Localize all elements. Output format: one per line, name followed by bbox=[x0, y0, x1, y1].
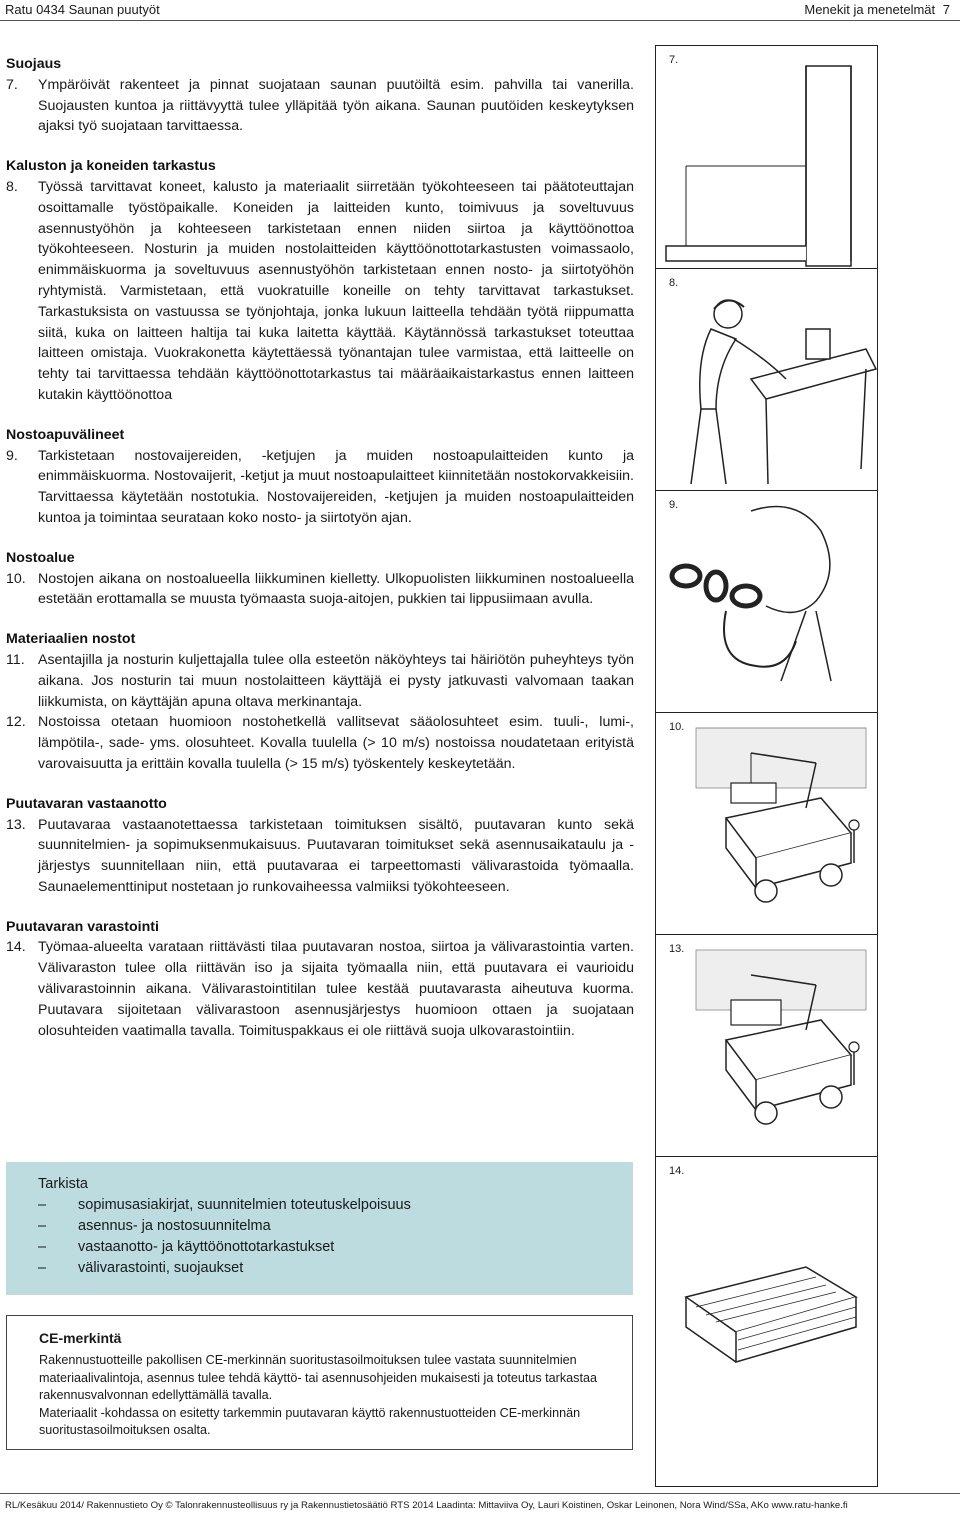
numbered-item bbox=[6, 75, 634, 137]
section-nostoalue bbox=[6, 548, 634, 610]
page-header bbox=[0, 0, 960, 20]
numbered-item bbox=[6, 650, 634, 712]
section-heading: Nostoapuvälineet bbox=[6, 426, 125, 443]
section-puutavaran-vastaanotto bbox=[6, 794, 634, 898]
item-text: Työmaa-alueelta varataan riittävästi tilaa puutavaran nostoa, siirtoa ja välivarastointia varten. Välivaraston tulee olla riittävän iso ja sijaita työmaalla niin, että puutavara ei vaurioidu välivarastoinnin aikana. Välivarastointitilan tulee kestää puutavarasta aiheutuva kuorma. Puutavara sijoitetaan välivarastoon asennusjärjestys huomioon ottaen ja suojataan olosuhteiden vaatimalla tavalla. Toimituspakkaus ei ole riittävä suoja ulkovarastointiin. bbox=[38, 939, 634, 1039]
figure-label: 10. bbox=[669, 721, 685, 733]
item-number: 10. bbox=[6, 570, 26, 587]
lifting-chain-hook-illustration bbox=[656, 491, 877, 713]
figure-label: 9. bbox=[669, 499, 679, 511]
footer-divider bbox=[0, 1493, 960, 1494]
figure-10 bbox=[656, 712, 877, 934]
header-right bbox=[800, 0, 950, 20]
item-text: Puutavaraa vastaanotettaessa tarkistetaan toimituksen sisältö, puutavaran kunto sekä suunnitelmien- ja sopimuksenmukaisuus. Puutavaran toimitukset sekä asennusaikataulu ja -järjestys suunnitellaan niin, että puutavaraa ei tarpeettomasti välivarastoida työmaalla. Saunaelementtiniput nostetaan jo runkovaiheessa valmiiksi työkohteeseen. bbox=[38, 816, 634, 895]
ce-paragraph: Rakennustuotteille pakollisen CE-merkinnän suoritustasoilmoituksen tulee vastata suunnitelmien materiaalivalintoja, asennus tulee tehdä käyttö- tai asennusohjeiden mukaisesti ja toteutus tarkastaa rakennusvalvonnan edellyttämällä tavalla. bbox=[39, 1353, 597, 1402]
main-text-column bbox=[6, 54, 634, 1041]
item-text: Ympäröivät rakenteet ja pinnat suojataan saunan puutöiltä esim. pahvilla tai vanerilla. Suojausten kuntoa ja riittävyyttä tulee ylläpitää työn aikana. Saunan puutöiden keskeytyksen ajaksi työ suojataan tarvittaessa. bbox=[38, 76, 634, 135]
item-number: 12. bbox=[6, 714, 26, 731]
numbered-item bbox=[6, 569, 634, 611]
section-heading: Kaluston ja koneiden tarkastus bbox=[6, 158, 216, 175]
section-materiaalien-nostot bbox=[6, 629, 634, 775]
item-number: 8. bbox=[6, 178, 18, 195]
item-number: 7. bbox=[6, 76, 18, 93]
figure-14 bbox=[656, 1156, 877, 1486]
section-puutavaran-varastointi bbox=[6, 917, 634, 1042]
checklist-title: Tarkista bbox=[38, 1176, 88, 1192]
figure-8 bbox=[656, 268, 877, 490]
item-text: Tarkistetaan nostovaijereiden, -ketjujen ja muiden nostoapulaitteiden kunto ja enimmäiskuorma. Nostovaijerit, -ketjut ja muut nostoapulaitteet kiinnitetään nostokorvakkeisiin. Tarvittaessa käytetään nostotukia. Nostovaijereiden, -ketjujen ja muiden nostoapulaitteiden kuntoa ja toimintaa seurataan koko nosto- ja siirtotyön ajan. bbox=[38, 447, 634, 526]
item-text: Nostoissa otetaan huomioon nostohetkellä vallitsevat sääolosuhteet esim. tuuli-, lumi-, lämpötila-, sade- yms. olosuhteet. Kovalla tuulella (> 10 m/s) nostoissa noudatetaan erityistä varovaisuutta ja erittäin kovalla tuulella (> 15 m/s) työskentely keskeytetään. bbox=[38, 714, 634, 772]
item-number: 13. bbox=[6, 816, 26, 833]
checklist-item: – välivarastointi, suojaukset bbox=[38, 1260, 244, 1276]
checklist-item: – asennus- ja nostosuunnitelma bbox=[38, 1218, 271, 1234]
ce-title: CE-merkintä bbox=[39, 1330, 122, 1346]
ce-paragraph: Materiaalit -kohdassa on esitetty tarkemmin puutavaran käyttö rakennustuotteiden CE-merkinnän suoritustasoilmoituksen osalta. bbox=[39, 1405, 581, 1437]
numbered-item bbox=[6, 937, 634, 1041]
section-heading: Suojaus bbox=[6, 56, 62, 72]
item-text: Nostojen aikana on nostoalueella liikkuminen kielletty. Ulkopuolisten liikkuminen nostoalueella estetään erottamalla se muusta työmaasta suoja-aitojen, pukkien tai lippusiimaan avulla. bbox=[38, 570, 634, 608]
figure-column bbox=[655, 45, 878, 1487]
checklist-item: – vastaanotto- ja käyttöönottotarkastukset bbox=[38, 1239, 335, 1255]
item-number: 11. bbox=[6, 651, 25, 668]
checklist-item: – sopimusasiakirjat, suunnitelmien toteutuskelpoisuus bbox=[38, 1197, 411, 1213]
figure-13 bbox=[656, 934, 877, 1156]
item-text: Työssä tarvittavat koneet, kalusto ja materiaalit siirretään työkohteeseen tai päätoteuttajan osoittamalle työstöpaikalle. Koneiden ja laitteiden kunto, toimivuus ja soveltuvuus asennustyöhön ja kohteeseen tarkistetaan ennen niiden siirtoa ja käyttöönottoa työkohteeseen. Nosturin ja muiden nostolaitteiden käyttöönottotarkastusten voimassaolo, enimmäiskuorma ja soveltuvuus asennustyöhön tarkistetaan ennen nosto- ja siirtotyöhön ryhtymistä. Varmistetaan, että vuokratuille koneille on tehty tarvittavat tarkastukset. Tarkastuksista on vastuussa se työnjohtaja, jonka lukuun laitteella tehdään työtä riippumatta siitä, kuka on laitteen haltija tai kuka laitetta käyttää. Käytännössä tarkastukset toteuttaa laitteen omistaja. Vuokrakonetta käytettäessä työnantajan tulee varmistaa, että laitteelle on tehty tai tarvittaessa tehdään käyttöönottotarkastus tai määräaikaistarkastus ennen laitteen kutakin käyttöönottoa bbox=[38, 178, 634, 403]
section-nostoapuvalineet bbox=[6, 425, 634, 529]
figure-label: 7. bbox=[669, 54, 679, 66]
checklist-list bbox=[38, 1195, 411, 1279]
numbered-item bbox=[6, 446, 634, 529]
section-title: Menekit ja menetelmät bbox=[804, 2, 936, 17]
item-number: 9. bbox=[6, 447, 18, 464]
figure-label: 8. bbox=[669, 277, 679, 289]
section-heading: Materiaalien nostot bbox=[6, 631, 136, 648]
header-divider bbox=[0, 20, 960, 21]
figure-9 bbox=[656, 490, 877, 712]
ce-body bbox=[39, 1352, 629, 1440]
checklist-box bbox=[6, 1162, 633, 1295]
wall-corner-protection-illustration bbox=[656, 46, 877, 268]
figure-label: 13. bbox=[669, 943, 685, 955]
section-heading: Nostoalue bbox=[6, 549, 75, 566]
worker-inspecting-equipment-illustration bbox=[656, 269, 877, 491]
section-suojaus bbox=[6, 54, 634, 137]
numbered-item bbox=[6, 815, 634, 898]
ce-marking-box bbox=[6, 1315, 633, 1450]
numbered-item bbox=[6, 712, 634, 774]
item-number: 14. bbox=[6, 939, 26, 956]
timber-delivery-truck-illustration bbox=[656, 935, 877, 1157]
item-text: Asentajilla ja nosturin kuljettajalla tulee olla esteetön näköyhteys tai häiriötön puheyhteys työn aikana. Jos nosturin tai muun nostolaitteen käyttäjä ei pysty jatkuvasti valvomaan taakan liikkumista, on käyttäjän apuna oltava merkinantaja. bbox=[38, 651, 634, 710]
figure-label: 14. bbox=[669, 1165, 685, 1177]
figure-7 bbox=[656, 46, 877, 268]
section-heading: Puutavaran varastointi bbox=[6, 918, 159, 935]
section-heading: Puutavaran vastaanotto bbox=[6, 795, 167, 812]
timber-storage-stack-illustration bbox=[656, 1157, 877, 1487]
section-kaluston-tarkastus bbox=[6, 156, 634, 406]
page-number: 7 bbox=[942, 2, 950, 17]
page-footer: RL/Kesäkuu 2014/ Rakennustieto Oy © Talonrakennusteollisuus ry ja Rakennustietosäätiö RTS 2014 Laadinta: Mittaviiva Oy, Lauri Koistinen, Oskar Leinonen, Nora Wind/SSa, AKo www.ratu-hanke.fi bbox=[5, 1500, 848, 1511]
numbered-item bbox=[6, 177, 634, 406]
document-title: Ratu 0434 Saunan puutyöt bbox=[5, 2, 160, 17]
truck-crane-unloading-illustration bbox=[656, 713, 877, 935]
